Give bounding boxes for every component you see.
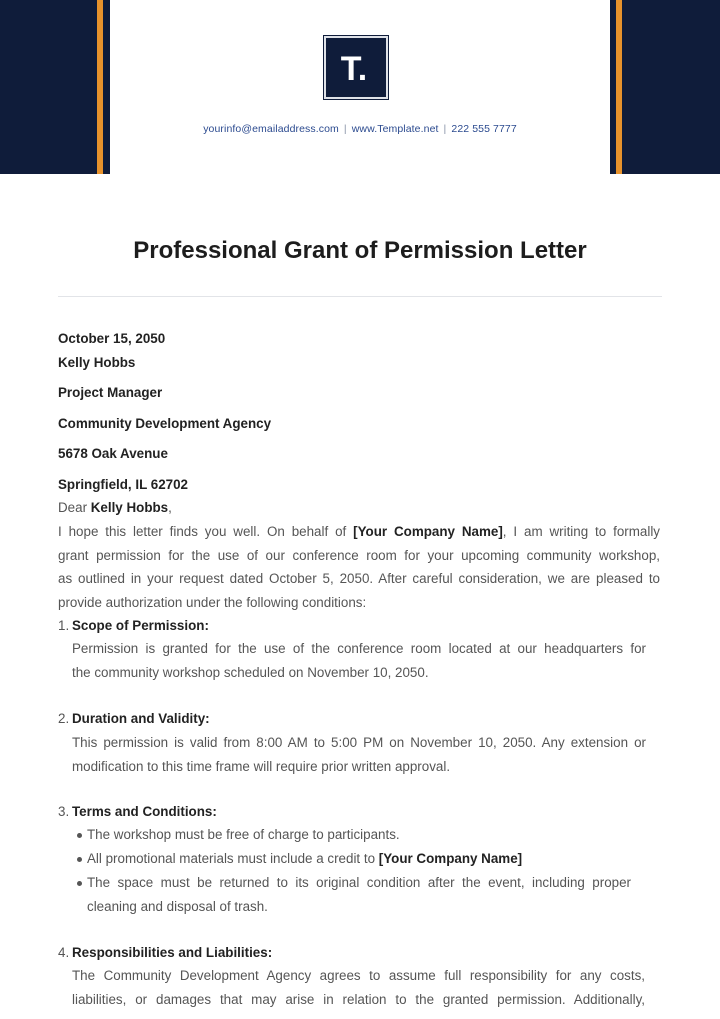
recipient-city: Springfield, IL 62702 bbox=[58, 477, 188, 492]
contact-separator: | bbox=[343, 123, 347, 135]
salutation bbox=[58, 500, 172, 515]
letterhead bbox=[0, 0, 720, 174]
section-4-line-2: liabilities, or damages that may arise in relation to the granted permission. Additionally, bbox=[72, 992, 645, 1007]
bullet-dot bbox=[77, 857, 82, 862]
company-logo bbox=[324, 36, 388, 99]
left-orange-stripe bbox=[97, 0, 103, 174]
intro-line-1 bbox=[58, 524, 660, 539]
section-3-heading: Terms and Conditions: bbox=[72, 804, 217, 819]
contact-website[interactable]: www.Template.net bbox=[351, 123, 439, 135]
bullet-dot bbox=[77, 881, 82, 886]
intro-line-4: provide authorization under the following conditions: bbox=[58, 595, 367, 610]
recipient-position: Project Manager bbox=[58, 385, 163, 400]
bullet-item-3-line-1: The space must be returned to its original condition after the event, including proper bbox=[87, 875, 631, 890]
intro-line-3: as outlined in your request dated October 5, 2050. After careful consideration, we are pleased to bbox=[58, 571, 660, 586]
section-4-heading: Responsibilities and Liabilities: bbox=[72, 945, 273, 960]
intro-line-2: grant permission for the use of our conference room for your upcoming community workshop, bbox=[58, 548, 660, 563]
letter-title: Professional Grant of Permission Letter bbox=[133, 237, 587, 264]
section-4-number: 4. bbox=[58, 945, 70, 960]
section-3-number: 3. bbox=[58, 804, 70, 819]
salutation-name: Kelly Hobbs bbox=[90, 500, 169, 515]
section-2-line-2: modification to this time frame will require prior written approval. bbox=[72, 759, 451, 774]
logo-letter: T. bbox=[340, 50, 368, 88]
left-navy-panel bbox=[0, 0, 110, 174]
salutation-prefix: Dear bbox=[58, 500, 91, 515]
intro-text: , I am writing to formally bbox=[502, 524, 660, 539]
section-1-number: 1. bbox=[58, 618, 70, 633]
section-1-heading: Scope of Permission: bbox=[72, 618, 209, 633]
recipient-organization: Community Development Agency bbox=[58, 416, 272, 431]
section-1-line-2: the community workshop scheduled on November 10, 2050. bbox=[72, 665, 429, 680]
recipient-street: 5678 Oak Avenue bbox=[58, 446, 168, 461]
bullet-dot bbox=[77, 833, 82, 838]
contact-separator: | bbox=[443, 123, 447, 135]
contact-phone: 222 555 7777 bbox=[451, 123, 517, 135]
contact-email[interactable]: yourinfo@emailaddress.com bbox=[203, 123, 339, 135]
section-2-number: 2. bbox=[58, 711, 70, 726]
bullet-item-3-line-2: cleaning and disposal of trash. bbox=[87, 899, 268, 914]
company-name-placeholder: [Your Company Name] bbox=[353, 524, 503, 539]
salutation-suffix: , bbox=[168, 500, 172, 515]
bullet-item-1: The workshop must be free of charge to participants. bbox=[87, 827, 400, 842]
section-1-line-1: Permission is granted for the use of the conference room located at our headquarters for bbox=[72, 641, 646, 656]
letter-date: October 15, 2050 bbox=[58, 331, 166, 346]
title-divider bbox=[58, 296, 662, 297]
company-name-placeholder: [Your Company Name] bbox=[378, 851, 523, 866]
bullet-item-2 bbox=[87, 851, 522, 866]
contact-line bbox=[0, 123, 720, 135]
intro-text: I hope this letter finds you well. On behalf of bbox=[58, 524, 354, 539]
right-orange-stripe bbox=[616, 0, 622, 174]
bullet-text: All promotional materials must include a credit to bbox=[87, 851, 379, 866]
section-2-heading: Duration and Validity: bbox=[72, 711, 210, 726]
section-2-line-1: This permission is valid from 8:00 AM to 5:00 PM on November 10, 2050. Any extension or bbox=[72, 735, 646, 750]
section-4-line-1: The Community Development Agency agrees to assume full responsibility for any costs, bbox=[72, 968, 645, 983]
recipient-name: Kelly Hobbs bbox=[58, 355, 136, 370]
right-navy-panel bbox=[610, 0, 720, 174]
